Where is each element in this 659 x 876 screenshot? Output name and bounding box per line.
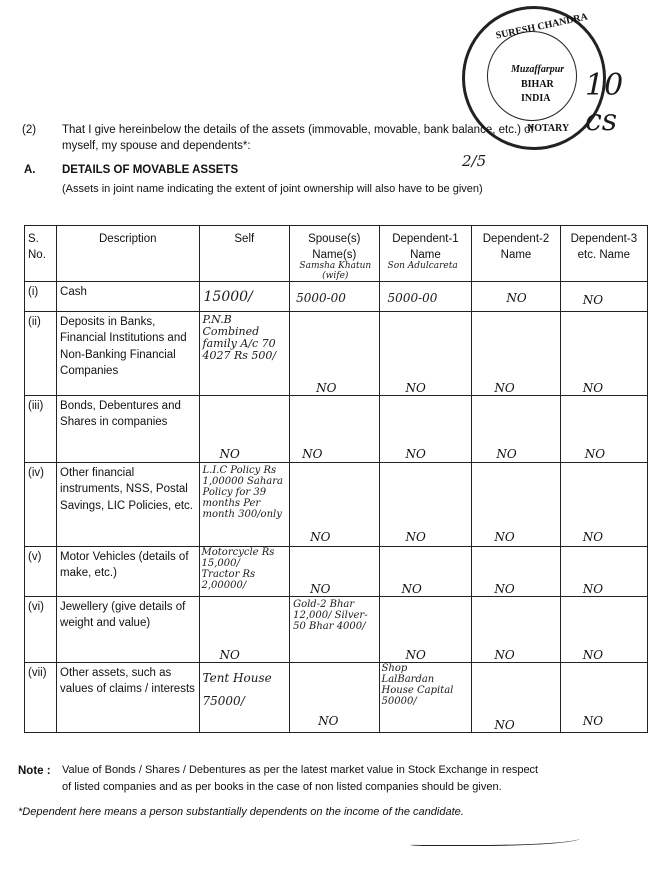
row-dependent-2 — [472, 463, 560, 547]
table-row — [25, 312, 648, 396]
row-sno: (vii) — [25, 663, 57, 733]
row-spouse — [290, 547, 379, 597]
dep1-value: NO — [401, 582, 422, 596]
dep2-value: NO — [506, 291, 527, 305]
header-spouse-label: Spouse(s) Name(s) — [308, 233, 361, 262]
row-dependent-2 — [472, 396, 560, 463]
spouse-value: NO — [318, 714, 339, 728]
row-description: Deposits in Banks, Financial Institutions and Non-Banking Financial Companies — [57, 312, 199, 396]
intro-line-2: myself, my spouse and dependents*: — [62, 140, 251, 152]
spouse-value: Gold-2 Bhar 12,000/ Silver-50 Bhar 4000/ — [293, 599, 368, 632]
row-sno: (iii) — [25, 396, 57, 463]
row-dependent-1 — [379, 396, 472, 463]
row-spouse — [290, 463, 379, 547]
self-value: Motorcycle Rs 15,000/ Tractor Rs 2,00000/ — [201, 547, 275, 591]
self-value: NO — [219, 648, 240, 662]
header-dependent-1 — [379, 226, 472, 282]
row-self — [199, 547, 290, 597]
table-row — [25, 547, 648, 597]
row-description: Other financial instruments, NSS, Postal Savings, LIC Policies, etc. — [57, 463, 199, 547]
intro-line-1: That I give hereinbelow the details of the assets (immovable, movable, bank balance, etc.) of — [62, 124, 534, 136]
signature-stroke — [410, 833, 580, 846]
section-subtitle: (Assets in joint name indicating the extent of joint ownership will also have to be given) — [62, 183, 483, 195]
intro-number: (2) — [22, 124, 37, 136]
dep1-value: NO — [405, 648, 426, 662]
header-spouse-note: Samsha Khatun (wife) — [299, 261, 372, 281]
row-sno: (i) — [25, 282, 57, 312]
dep3-value: NO — [582, 582, 604, 596]
row-description: Other assets, such as values of claims / interests — [57, 663, 199, 733]
header-dependent-1-note: Son Adulcareta — [387, 261, 458, 271]
dep1-value: NO — [405, 381, 426, 395]
self-value: NO — [219, 447, 240, 461]
row-dependent-3 — [560, 312, 647, 396]
row-description: Bonds, Debentures and Shares in companies — [57, 396, 199, 463]
seal-center-line-3: INDIA — [521, 93, 551, 104]
row-dependent-2 — [472, 547, 560, 597]
row-dependent-3 — [560, 463, 647, 547]
row-dependent-3 — [560, 663, 647, 733]
dep3-value: NO — [582, 714, 604, 728]
note-label: Note : — [18, 765, 51, 777]
seal-inner-ring — [487, 31, 577, 121]
seal-handwriting: 10 cs — [585, 68, 624, 138]
row-self — [199, 597, 290, 663]
row-dependent-3 — [560, 396, 647, 463]
row-sno: (vi) — [25, 597, 57, 663]
dep1-value: NO — [405, 447, 426, 461]
row-dependent-1 — [379, 282, 472, 312]
row-description: Cash — [57, 282, 199, 312]
row-dependent-2 — [472, 312, 560, 396]
header-dependent-3: Dependent-3 etc. Name — [560, 226, 647, 282]
row-dependent-2 — [472, 597, 560, 663]
section-title: DETAILS OF MOVABLE ASSETS — [62, 164, 239, 176]
row-dependent-1 — [379, 312, 472, 396]
dep2-value: NO — [494, 381, 515, 395]
dep1-value: Shop LalBardan House Capital 50000/ — [381, 663, 454, 707]
note-line-2: of listed companies and as per books in the case of non listed companies should be given. — [62, 781, 502, 793]
row-dependent-2 — [472, 282, 560, 312]
row-dependent-3 — [560, 597, 647, 663]
dep2-value: NO — [494, 530, 515, 544]
seal-center-line-2: BIHAR — [521, 79, 554, 90]
row-self — [199, 282, 290, 312]
row-dependent-1 — [379, 463, 472, 547]
seal-bottom-text: NOTARY — [527, 123, 570, 134]
header-dependent-2: Dependent-2 Name — [472, 226, 560, 282]
row-dependent-1 — [379, 663, 472, 733]
row-spouse — [290, 282, 379, 312]
row-description: Jewellery (give details of weight and value) — [57, 597, 199, 663]
self-value: 15000/ — [203, 289, 253, 305]
row-self — [199, 396, 290, 463]
row-spouse — [290, 396, 379, 463]
row-description: Motor Vehicles (details of make, etc.) — [57, 547, 199, 597]
self-value: Tent House 75000/ — [202, 671, 272, 708]
dep3-value: NO — [584, 447, 606, 461]
row-dependent-3 — [560, 547, 647, 597]
row-dependent-1 — [379, 547, 472, 597]
header-description: Description — [57, 226, 199, 282]
seal-center-line-1: Muzaffarpur — [511, 64, 565, 75]
dep3-value: NO — [582, 648, 604, 662]
header-sno: S. No. — [25, 226, 57, 282]
table-row — [25, 597, 648, 663]
section-letter: A. — [24, 164, 36, 176]
table-header-row — [25, 226, 648, 282]
dep3-value: NO — [582, 293, 604, 307]
spouse-value: 5000-00 — [296, 291, 346, 305]
row-self — [199, 463, 290, 547]
dep2-value: NO — [494, 718, 515, 732]
page-marker: 2/5 — [462, 152, 487, 170]
spouse-value: NO — [316, 381, 337, 395]
spouse-value: NO — [310, 530, 331, 544]
dep3-value: NO — [582, 381, 604, 395]
footnote: *Dependent here means a person substantially dependents on the income of the candidate. — [18, 806, 464, 818]
dep2-value: NO — [494, 582, 515, 596]
row-dependent-1 — [379, 597, 472, 663]
table-row — [25, 282, 648, 312]
row-spouse — [290, 312, 379, 396]
row-dependent-3 — [560, 282, 647, 312]
table-row — [25, 463, 648, 547]
header-dependent-1-label: Dependent-1 Name — [392, 233, 459, 262]
row-spouse — [290, 663, 379, 733]
self-value: L.I.C Policy Rs 1,00000 Sahara Policy for 39 months Per month 300/only — [202, 465, 284, 520]
row-dependent-2 — [472, 663, 560, 733]
row-spouse — [290, 597, 379, 663]
dep2-value: NO — [494, 648, 515, 662]
dep1-value: NO — [405, 530, 426, 544]
seal-top-text: SURESH CHANDRA — [494, 11, 589, 42]
row-sno: (v) — [25, 547, 57, 597]
table-row — [25, 663, 648, 733]
row-sno: (ii) — [25, 312, 57, 396]
header-self: Self — [199, 226, 290, 282]
row-self — [199, 312, 290, 396]
spouse-value: NO — [310, 582, 331, 596]
dep1-value: 5000-00 — [387, 291, 438, 305]
row-self — [199, 663, 290, 733]
note-line-1: Value of Bonds / Shares / Debentures as per the latest market value in Stock Exchange in respect — [62, 764, 539, 776]
header-spouse — [290, 226, 379, 282]
dep3-value: NO — [582, 530, 604, 544]
row-sno: (iv) — [25, 463, 57, 547]
table-row — [25, 396, 648, 463]
spouse-value: NO — [302, 447, 323, 461]
dep2-value: NO — [496, 447, 517, 461]
movable-assets-table — [24, 225, 648, 733]
self-value: P.N.B Combined family A/c 70 4027 Rs 500/ — [202, 313, 277, 363]
